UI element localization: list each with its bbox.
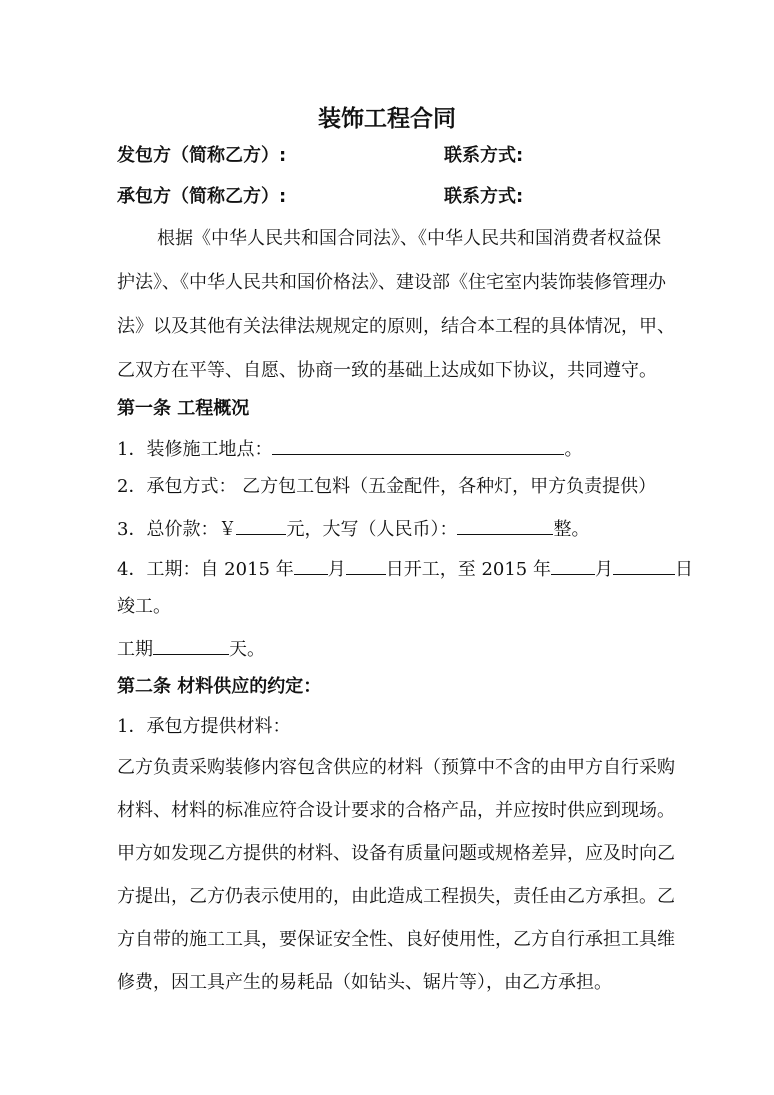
document-title: 装饰工程合同 bbox=[318, 106, 456, 132]
issuer-contact-label: 联系方式: bbox=[444, 145, 524, 166]
preamble-line-2: 护法》、《中华人民共和国价格法》、建设部《住宅室内装饰装修管理办 bbox=[117, 272, 666, 293]
article2-heading: 第二条 材料供应的约定： bbox=[117, 676, 322, 697]
preamble-line-3: 法》以及其他有关法律法规规定的原则，结合本工程的具体情况，甲、 bbox=[117, 316, 675, 337]
period-days-blank[interactable] bbox=[153, 634, 229, 655]
article1-item2: 2．承包方式： 乙方包工包料（五金配件，各种灯，甲方负责提供） bbox=[117, 476, 657, 497]
site-address-blank[interactable] bbox=[272, 434, 564, 455]
article1-item4 bbox=[117, 554, 693, 583]
price-mid: 元，大写（人民币）： bbox=[286, 519, 458, 540]
site-address-end: 。 bbox=[564, 439, 583, 460]
construction-period bbox=[117, 634, 265, 663]
site-address-label: 1．装修施工地点： bbox=[117, 439, 273, 460]
contractor-label: 承包方（简称乙方）: bbox=[117, 186, 287, 207]
article2-item1: 1．承包方提供材料： bbox=[117, 716, 291, 737]
article2-body-line-1: 乙方负责采购装修内容包含供应的材料（预算中不含的由甲方自行采购 bbox=[117, 757, 675, 778]
contractor-contact-label: 联系方式: bbox=[444, 186, 524, 207]
price-end: 整。 bbox=[553, 519, 590, 540]
end-day-blank[interactable] bbox=[613, 554, 675, 575]
price-label: 3．总价款：￥ bbox=[117, 519, 237, 540]
preamble-line-1: 根据《中华人民共和国合同法》、《中华人民共和国消费者权益保 bbox=[157, 228, 661, 249]
day-label: 日 bbox=[674, 559, 693, 580]
article1-item4-cont: 竣工。 bbox=[117, 596, 171, 617]
article1-heading: 第一条 工程概况 bbox=[117, 398, 250, 419]
start-day-blank[interactable] bbox=[346, 554, 386, 575]
article2-body-line-6: 修费，因工具产生的易耗品（如钻头、锯片等），由乙方承担。 bbox=[117, 972, 612, 993]
month-label-2: 月 bbox=[594, 559, 613, 580]
price-amount-blank[interactable] bbox=[236, 514, 286, 535]
article2-body-line-5: 方自带的施工工具，要保证安全性、良好使用性，乙方自行承担工具维 bbox=[117, 929, 675, 950]
period-label: 工期 bbox=[117, 639, 153, 660]
period-end: 天。 bbox=[229, 639, 265, 660]
issuer-label: 发包方（简称乙方）: bbox=[117, 145, 287, 166]
period-end-label: 日开工，至 2015 年 bbox=[385, 559, 551, 580]
start-month-blank[interactable] bbox=[294, 554, 328, 575]
article1-item1 bbox=[117, 434, 582, 463]
month-label: 月 bbox=[327, 559, 346, 580]
preamble-line-4: 乙双方在平等、自愿、协商一致的基础上达成如下协议，共同遵守。 bbox=[117, 360, 657, 381]
article1-item3 bbox=[117, 514, 589, 543]
article2-body-line-4: 方提出，乙方仍表示使用的，由此造成工程损失，责任由乙方承担。乙 bbox=[117, 886, 675, 907]
end-month-blank[interactable] bbox=[551, 554, 595, 575]
price-words-blank[interactable] bbox=[457, 514, 553, 535]
article2-body-line-3: 甲方如发现乙方提供的材料、设备有质量问题或规格差异，应及时向乙 bbox=[117, 843, 675, 864]
article2-body-line-2: 材料、材料的标准应符合设计要求的合格产品，并应按时供应到现场。 bbox=[117, 800, 675, 821]
period-start-label: 4．工期：自 2015 年 bbox=[117, 559, 294, 580]
